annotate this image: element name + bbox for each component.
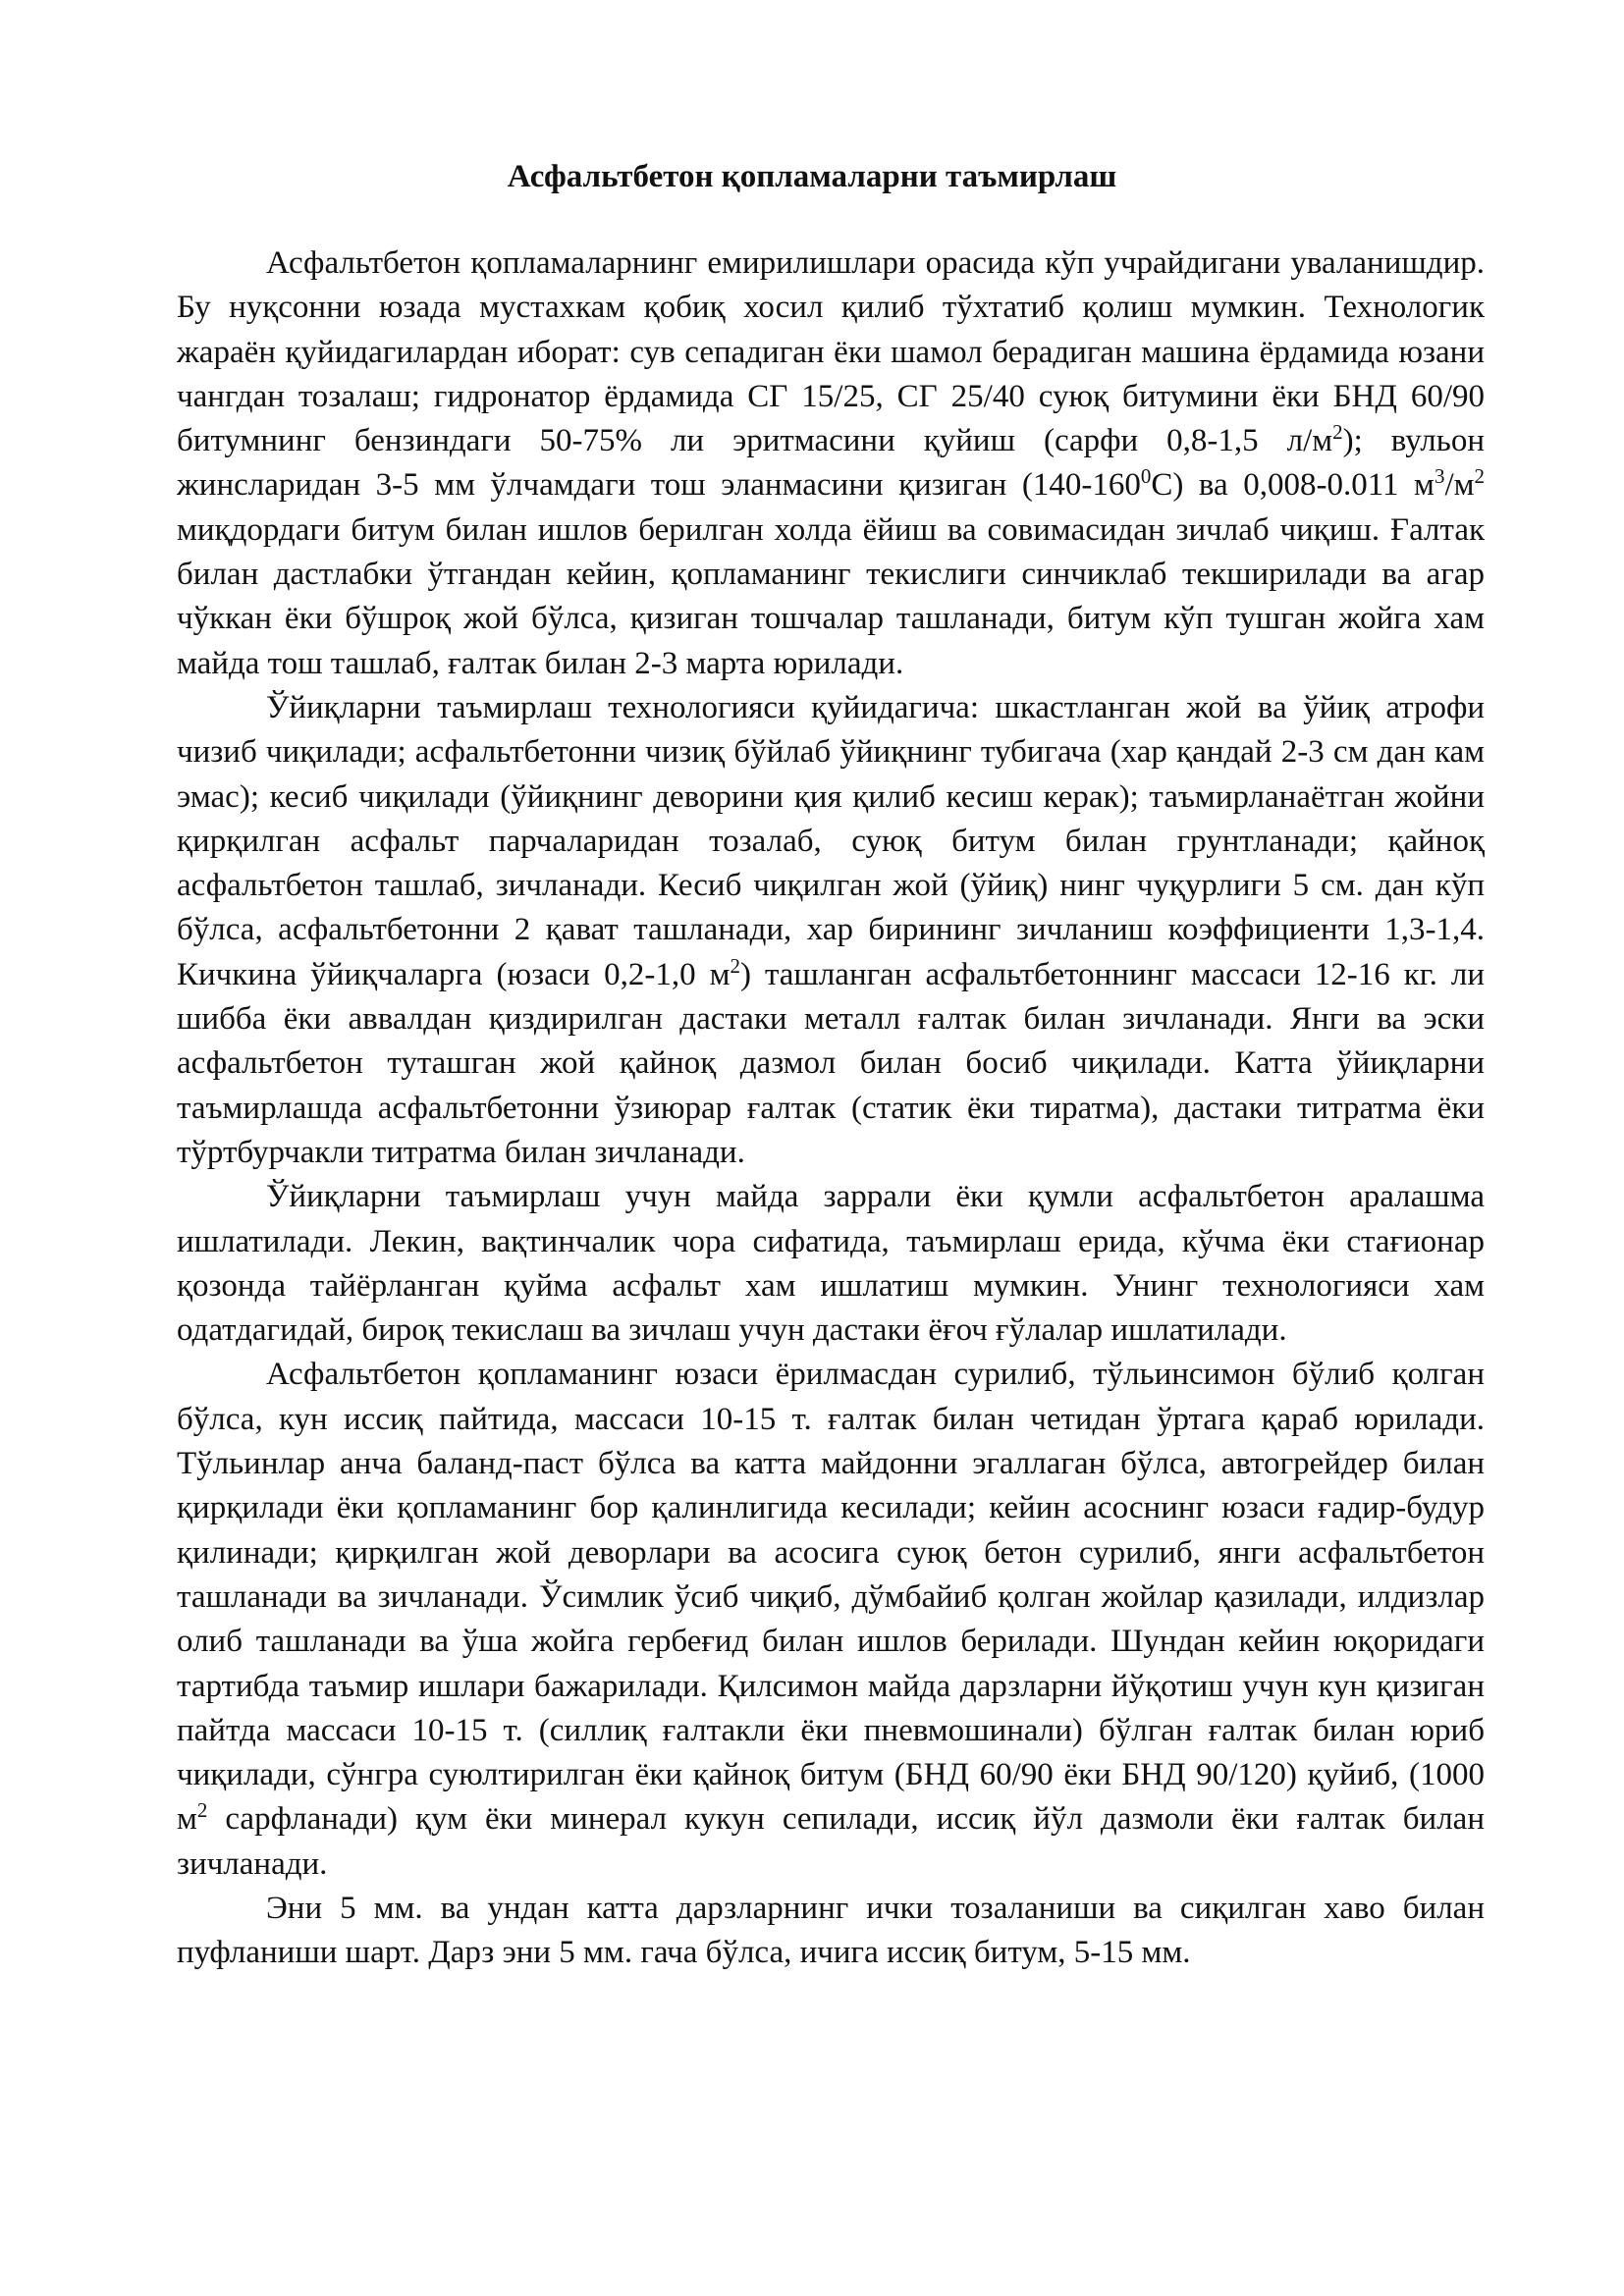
text-run: Асфальтбетон қопламаларнинг емирилишлари орасида кўп учрайдигани уваланишдир. Бу нуқсонни юзада мустахкам қобиқ хосил қилиб тўхтатиб қолиш мумкин. Технологик жараён қуйидагилардан иборат: сув сепадиган ёки шамол берадиган машина ёрдамида юзани чангдан тозалаш; гидронатор ёрдамида СГ 15/25, СГ 25/40 суюқ битумини ёки БНД 60/90 битумнинг бензиндаги 50-75% ли эритмасини қуйиш (сарфи 0,8-1,5 л/м — [177, 245, 1485, 459]
text-run: сарфланади) қум ёки минерал кукун сепилади, иссиқ йўл дазмоли ёки ғалтак билан зичланади. — [177, 1801, 1485, 1882]
text-run: Асфальтбетон қопламанинг юзаси ёрилмасдан сурилиб, тўльинсимон бўлиб қолган бўлса, кун иссиқ пайтида, массаси 10-15 т. ғалтак билан четидан ўртага қараб юрилади. Тўльинлар анча баланд-паст бўлса ва катта майдонни эгаллаган бўлса, автогрейдер билан қирқилади ёки қопламанинг бор қалинлигида кесилади; кейин асоснинг юзаси ғадир-будур қилинади; қирқилган жой деворлари ва асосига суюқ бетон сурилиб, янги асфальтбетон ташланади ва зичланади. Ўсимлик ўсиб чиқиб, дўмбайиб қолган жойлар қазилади, илдизлар олиб ташланади ва ўша жойга гербеғид билан ишлов берилади. Шундан кейин юқоридаги тартибда таъмир ишлари бажарилади. Қилсимон майда дарзларни йўқотиш учун кун қизиган пайтда массаси 10-15 т. (силлиқ ғалтакли ёки пневмошинали) бўлган ғалтак билан юриб чиқилади, сўнгра суюлтирилган ёки қайноқ битум (БНД 60/90 ёки БНД 90/120) қуйиб, (1000 м — [177, 1357, 1485, 1838]
paragraph-pothole-repair — [177, 686, 1485, 1175]
superscript: 0 — [1140, 464, 1152, 489]
text-run: /м — [1444, 467, 1475, 504]
text-run: С) ва 0,008-0.011 м — [1151, 467, 1435, 504]
document-body — [177, 241, 1485, 1976]
superscript: 2 — [196, 1798, 208, 1823]
text-run: миқдордаги битум билан ишлов берилган холда ёйиш ва совимасидан зичлаб чиқиш. Ғалтак билан дастлабки ўтгандан кейин, қопламанинг текислиги синчиклаб текширилади ва агар чўккан ёки бўшроқ жой бўлса, қизиган тошчалар ташланади, битум кўп тушган жойга хам майда тош ташлаб, ғалтак билан 2-3 марта юрилади. — [177, 511, 1485, 681]
superscript: 3 — [1434, 464, 1445, 489]
paragraph-crack-repair — [177, 1887, 1485, 1976]
text-run: ) ташланган асфальтбетоннинг массаси 12-16 кг. ли шибба ёки аввалдан қиздирилган дастаки металл ғалтак билан зичланади. Янги ва эски асфальтбетон туташган жой қайноқ дазмол билан босиб чиқилади. Катта ўйиқларни таъмирлашда асфальтбетонни ўзиюрар ғалтак (статик ёки тиратма), дастаки титратма ёки тўртбурчакли титратма билан зичланади. — [177, 956, 1485, 1170]
paragraph-surface-treatment — [177, 241, 1485, 686]
text-run: Ўйиқларни таъмирлаш учун майда заррали ёки қумли асфальтбетон аралашма ишлатилади. Лекин, вақтинчалик чора сифатида, таъмирлаш ерида, кўчма ёки стағионар қозонда тайёрланган қуйма асфальт хам ишлатиш мумкин. Унинг технологияси хам одатдагидай, бироқ текислаш ва зичлаш учун дастаки ёғоч ғўлалар ишлатилади. — [177, 1179, 1485, 1349]
superscript: 2 — [1332, 420, 1343, 445]
paragraph-repair-mixture — [177, 1175, 1485, 1353]
document-title: Асфальтбетон қопламаларни таъмирлаш — [507, 159, 1117, 194]
text-run: ); вульон жинсларидан 3-5 мм ўлчамдаги тош эланмасини қизиган (140-160 — [177, 423, 1485, 504]
superscript: 2 — [1474, 464, 1485, 489]
text-run: Ўйиқларни таъмирлаш технологияси қуйидагича: шкастланган жой ва ўйиқ атрофи чизиб чиқилади; асфальтбетонни чизиқ бўйлаб ўйиқнинг тубигача (хар қандай 2-3 см дан кам эмас); кесиб чиқилади (ўйиқнинг деворини қия қилиб кесиш керак); таъмирланаётган жойни қирқилган асфальт парчаларидан тозалаб, суюқ битум билан грунтланади; қайноқ асфальтбетон ташлаб, зичланади. Кесиб чиқилган жой (ўйиқ) нинг чуқурлиги 5 см. дан кўп бўлса, асфальтбетонни 2 қават ташланади, хар бирининг зичланиш коэффициенти 1,3-1,4. Кичкина ўйиқчаларга (юзаси 0,2-1,0 м — [177, 689, 1485, 992]
paragraph-wave-deformation — [177, 1353, 1485, 1887]
superscript: 2 — [730, 953, 740, 978]
text-run: Эни 5 мм. ва ундан катта дарзларнинг ички тозаланиши ва сиқилган хаво билан пуфланиши шарт. Дарз эни 5 мм. гача бўлса, ичига иссиқ битум, 5-15 мм. — [177, 1890, 1485, 1971]
